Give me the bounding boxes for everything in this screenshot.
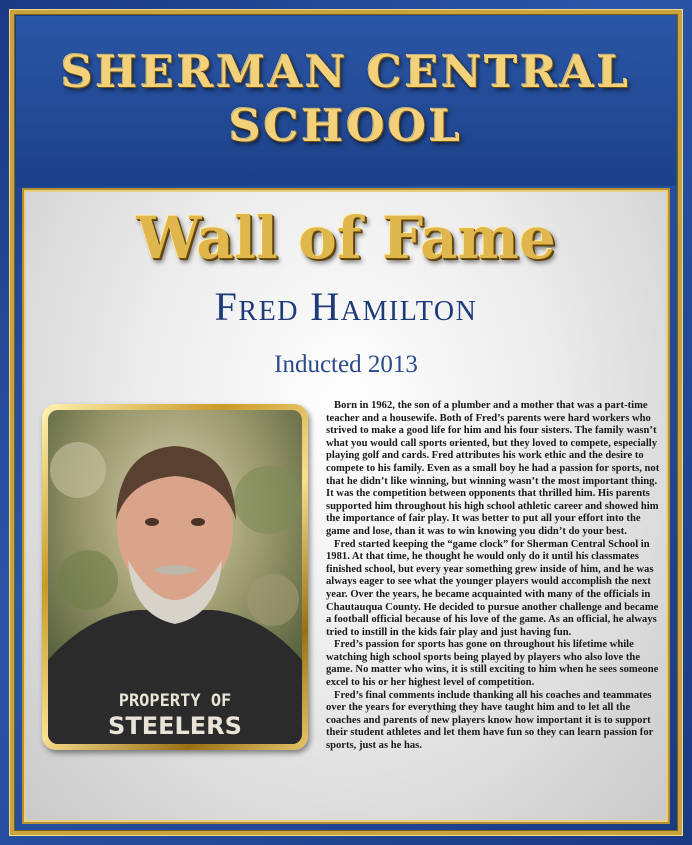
school-name-line2: SCHOOL bbox=[229, 101, 463, 152]
wall-of-fame-heading: Wall of Fame bbox=[136, 204, 556, 272]
inductee-photo bbox=[48, 410, 302, 744]
induction-year: Inducted 2013 bbox=[274, 351, 418, 378]
school-name bbox=[16, 16, 676, 154]
bio-paragraph: Fred’s passion for sports has gone on throughout his lifetime while watching high school sports being played by players who also love the game. No matter who wins, it is still exciting to him when he sees someone excel to his or her highest level of competition. bbox=[326, 639, 659, 689]
photo-frame bbox=[42, 404, 308, 750]
content-panel bbox=[22, 188, 670, 824]
shirt-text-line1: PROPERTY OF bbox=[118, 691, 232, 711]
bio-paragraph: Fred started keeping the “game clock” for Sherman Central School in 1981. At that time, he thought he would only do it until his classmates finished school, but every year something grew inside of him, and he was always eager to see what the younger players would accomplish the next year. Over the years, he became acquainted with many of the officials in Chautauqua County. He decided to pursue another challenge and became a football official because of his love of the game. As an official, he always tried to instill in the kids fair play and just having fun. bbox=[326, 538, 659, 638]
bio-paragraph: Born in 1962, the son of a plumber and a mother that was a part-time teacher and a housewife. Both of Fred’s parents were hard workers who strived to make a good life for him and his four sisters. The family wasn’t what you would call sports oriented, but they loved to compete, especially playing golf and cards. Fred attributes his work ethic and the desire to compete to his family. Even as a small boy he had a passion for sports, not that he didn’t like winning, but winning wasn’t the most important thing. It was the competition between opponents that thrilled him. His parents supported him throughout his high school athletic career and showed him the importance of fair play. It was better to put all your effort into the game and lose, than it was to win knowing you didn’t do your best. bbox=[326, 400, 660, 537]
portrait-illustration bbox=[48, 410, 302, 744]
biography bbox=[326, 400, 660, 753]
school-name-line1: SHERMAN CENTRAL bbox=[61, 47, 631, 98]
bio-paragraph: Fred’s final comments include thanking all his coaches and teammates over the years for everything they have taught him and to let all the coaches and parents of new players know how important it is to support their student athletes and let them have fun so they can learn passion for sports, just as he has. bbox=[326, 689, 654, 752]
shirt-text-line2: STEELERS bbox=[108, 712, 242, 740]
school-header bbox=[16, 16, 676, 186]
inductee-name: Fred Hamilton bbox=[214, 284, 478, 329]
